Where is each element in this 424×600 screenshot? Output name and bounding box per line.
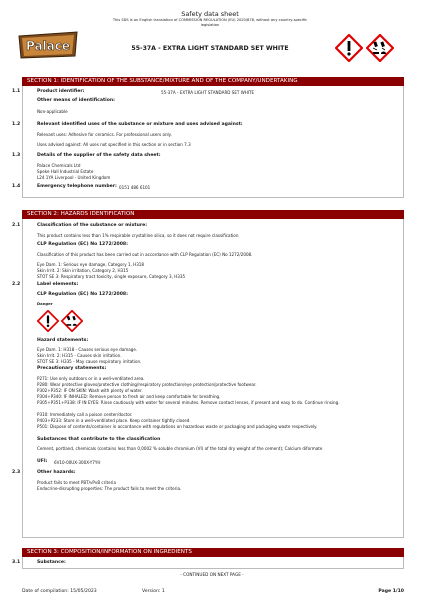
document-subtitle (90, 18, 330, 28)
item-number: 1.2 (12, 122, 21, 127)
clp-regulation-label: CLP Regulation (EC) No 1272/2008: (37, 292, 128, 297)
supplier-name: Palace Chemicals Ltd (37, 163, 81, 168)
clp-regulation-label: CLP Regulation (EC) No 1272/2008: (37, 242, 128, 247)
header (0, 0, 424, 74)
footer (22, 589, 404, 594)
exclamation-mark-pictogram-icon (335, 34, 363, 62)
other-hazard: Endocrine-disrupting properties: The product fails to meet the criteria. (37, 486, 182, 491)
hazard-statements-label: Hazard statements: (37, 338, 89, 343)
precautionary-statement: P302+P352: IF ON SKIN: Wash with plenty of water. (37, 388, 143, 393)
version: Version: 1 (142, 589, 165, 594)
ufi-value: 6V10-00UX-300X-Y7YH (54, 459, 101, 465)
product-name: 55-37A - EXTRA LIGHT STANDARD SET WHITE (131, 45, 289, 52)
item-number: 1.3 (12, 153, 21, 158)
precautionary-statement: P304+P340: IF INHALED: Remove person to fresh air and keep comfortable for breathing. (37, 394, 221, 399)
other-hazard: Product fails to meet PBT/vPvB criteria (37, 480, 116, 485)
supplier-label: Details of the supplier of the safety data sheet: (37, 153, 161, 158)
emergency-phone: 0151 486 6101 (119, 184, 151, 190)
ufi-label: UFI: (37, 459, 48, 464)
substance-label: Substance: (37, 560, 66, 565)
logo-text: Palace (25, 39, 71, 53)
signal-word: Danger (37, 301, 53, 306)
precautionary-statement: P305+P351+P338: IF IN EYES: Rinse cautiously with water for several minutes. Remove contact lenses, if present and easy to do. Continue rinsing. (37, 400, 340, 405)
subtitle-line-1: This SDS is an English translation of COMMISSION REGULATION (EU) 2020/878, without any country-specific (112, 18, 308, 22)
uses-label: Relevant identified uses of the substance or mixture and uses advised against: (37, 122, 243, 127)
label-elements-label: Label elements: (37, 282, 79, 287)
classification-item: STOT SE 3: Respiratory tract toxicity, single exposure, Category 3, H335 (37, 274, 186, 279)
other-hazards-label: Other hazards: (37, 470, 76, 475)
substances-text: Cement, portland, chemicals (contains less than 0,0002 % soluble chromium (VI) of the total dry weight of the cement); Calcium diformate (37, 446, 323, 451)
corrosion-pictogram-icon (366, 34, 394, 62)
section-2-header: SECTION 2: HAZARDS IDENTIFICATION (22, 210, 404, 219)
item-number: 2.1 (12, 223, 21, 228)
section-3-body (22, 557, 404, 569)
subtitle-line-2: legislation (200, 23, 220, 27)
supplier-address-1: Speke Hall Industrial Estate (37, 169, 94, 174)
item-number: 1.4 (12, 184, 21, 189)
section-1-header: SECTION 1: IDENTIFICATION OF THE SUBSTANCE/MIXTURE AND OF THE COMPANY/UNDERTAKING (22, 77, 404, 86)
emergency-label: Emergency telephone number: (37, 184, 117, 189)
document-title: Safety data sheet (181, 10, 239, 18)
palace-logo (17, 30, 79, 60)
product-identifier-label: Product identifier: (37, 89, 85, 94)
exclamation-mark-pictogram-icon (37, 310, 59, 332)
section-3-header: SECTION 3: COMPOSITION/INFORMATION ON INGREDIENTS (22, 548, 404, 557)
page-number: Page 1/10 (378, 589, 404, 594)
compilation-date: Date of compilation: 15/05/2023 (22, 589, 97, 594)
item-number: 2.2 (12, 282, 21, 287)
item-number: 3.1 (12, 560, 21, 565)
precautionary-statement: P310: Immediately call a poison center/doctor. (37, 412, 133, 417)
precautionary-label: Precautionary statements: (37, 366, 107, 371)
other-means-label: Other means of identification: (37, 98, 115, 103)
other-means-value: Non-applicable (37, 109, 68, 114)
clp-text: Classification of this product has been carried out in accordance with CLP Regulation (EC) No 1272/2008. (37, 252, 253, 257)
classification-note: This product contains less than 1% respirable crystalline silica, so it does not require classification (37, 233, 239, 238)
precautionary-statement: P271: Use only outdoors or in a well-ventilated area. (37, 376, 145, 381)
hazard-statement: STOT SE 3: H335 - May cause respiratory irritation. (37, 359, 142, 364)
precautionary-statement: P280: Wear protective gloves/protective clothing/respiratory protection/eye protection/protective footwear. (37, 382, 257, 387)
corrosion-pictogram-icon (61, 310, 83, 332)
classification-item: Skin Irrit. 2: Skin irritation, Category 2, H315 (37, 268, 129, 273)
hazard-statement: Eye Dam. 1: H318 - Causes serious eye damage. (37, 347, 138, 352)
classification-item: Eye Dam. 1: Serious eye damage, Category 1, H318 (37, 262, 145, 267)
uses-advised-against: Uses advised against: All uses not specified in this section or in section 7.3 (37, 142, 191, 147)
supplier-address-2: L24 1YA Liverpool - United Kingdom (37, 175, 111, 180)
hazard-statement: Skin Irrit. 2: H315 - Causes skin irritation. (37, 353, 122, 358)
item-number: 2.3 (12, 470, 21, 475)
substances-label: Substances that contribute to the classification (37, 437, 161, 442)
precautionary-statement: P403+P233: Store in a well-ventilated place. Keep container tightly closed. (37, 418, 191, 423)
precautionary-statement: P501: Dispose of contents/container in accordance with regulations on hazardous waste or packaging and packaging waste respectively. (37, 424, 318, 429)
continued-notice: - CONTINUED ON NEXT PAGE - (180, 572, 244, 577)
item-number: 1.1 (12, 89, 21, 94)
product-identifier-value: 55-37A - EXTRA LIGHT STANDARD SET WHITE (161, 89, 255, 95)
classification-label: Classification of the substance or mixture: (37, 223, 148, 228)
uses-relevant: Relevant uses: Adhesive for ceramics. For professional users only. (37, 132, 172, 137)
